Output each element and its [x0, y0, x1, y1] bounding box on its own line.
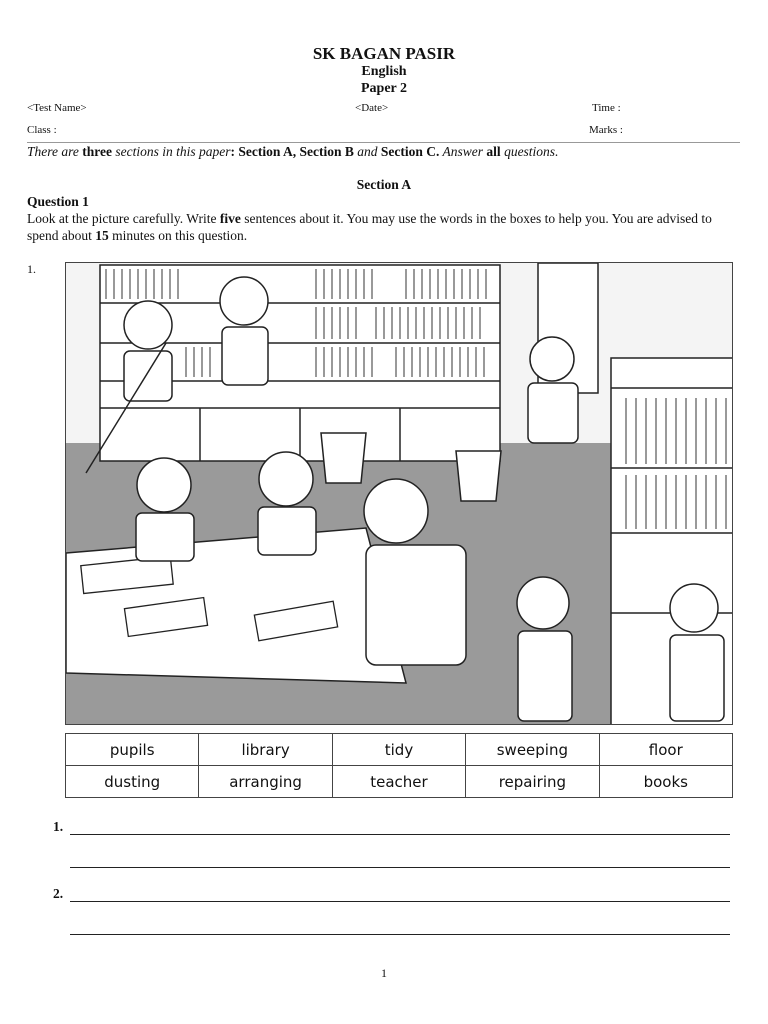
- date-field: <Date>: [355, 102, 389, 114]
- answer-number-2: 2.: [53, 886, 64, 901]
- section-a-title: Section A: [356, 177, 412, 192]
- time-label: Time :: [592, 102, 621, 114]
- item-number: 1.: [27, 262, 36, 276]
- intro-text: There are three sections in this paper: Section A, Section B and Section C. Answer all questions.: [27, 144, 559, 159]
- school-name: SK BAGAN PASIR: [312, 44, 456, 63]
- word-cell: pupils: [66, 734, 199, 766]
- word-box-row-1: [66, 734, 733, 766]
- paper-title: Paper 2: [360, 81, 407, 96]
- teacher: [364, 479, 428, 543]
- word-cell: tidy: [332, 734, 465, 766]
- answer-line-1b[interactable]: [70, 867, 730, 868]
- word-cell: sweeping: [466, 734, 599, 766]
- answer-line-2b[interactable]: [70, 934, 730, 935]
- bucket-left: [321, 433, 366, 483]
- word-cell: dusting: [66, 766, 199, 798]
- library-picture: [65, 262, 733, 725]
- bucket-right: [456, 451, 501, 501]
- word-cell: floor: [599, 734, 732, 766]
- word-cell: books: [599, 766, 732, 798]
- subject-title: English: [361, 64, 407, 79]
- word-box-row-2: [66, 766, 733, 798]
- word-cell: teacher: [332, 766, 465, 798]
- answer-line-1a[interactable]: [70, 834, 730, 835]
- reading-table: [66, 528, 406, 683]
- marks-label: Marks :: [589, 124, 623, 136]
- answer-number-1: 1.: [53, 819, 64, 834]
- class-label: Class :: [27, 124, 57, 136]
- question-instructions: Look at the picture carefully. Write five sentences about it. You may use the words in the boxes to help you. You are advised to spend about 15 minutes on this question.: [27, 211, 712, 243]
- sweeping-boy: [124, 301, 172, 349]
- word-box: [65, 733, 733, 798]
- header-divider: [27, 142, 740, 143]
- question-label: Question 1: [27, 194, 89, 209]
- answer-line-2a[interactable]: [70, 901, 730, 902]
- word-cell: repairing: [466, 766, 599, 798]
- test-name-field: <Test Name>: [27, 102, 87, 114]
- word-cell: library: [199, 734, 332, 766]
- library-illustration: [66, 263, 733, 725]
- word-cell: arranging: [199, 766, 332, 798]
- page-number: 1: [381, 966, 387, 980]
